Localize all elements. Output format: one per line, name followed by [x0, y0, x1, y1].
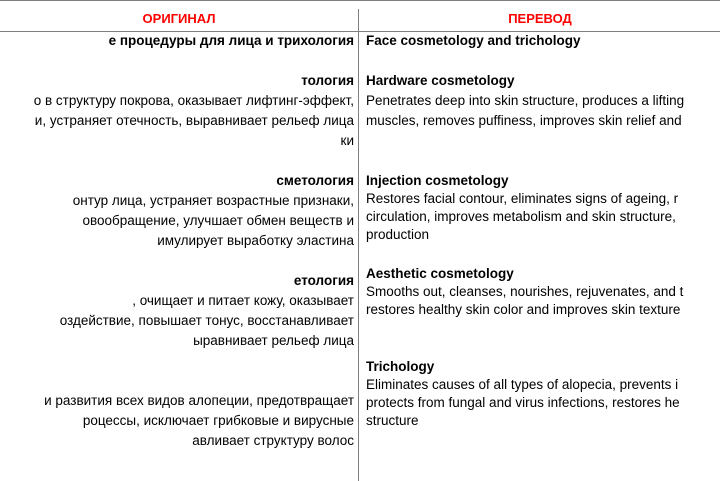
translation-s1-line-2: muscles, removes puffiness, improves skin relief and [366, 113, 682, 128]
original-s1-line-2: и, устраняет отечность, выравнивает рельеф лица [34, 113, 354, 128]
translation-s4-line-2: protects from fungal and virus infections, restores he [366, 395, 680, 410]
original-s1-line-3: ки [340, 133, 354, 148]
original-s4-line-2: роцессы, исключает грибковые и вирусные [82, 413, 354, 428]
translation-column [366, 1, 720, 481]
column-divider [358, 9, 359, 481]
original-s4-line-3: авливает структуру волос [192, 433, 354, 448]
translation-s4-line-1: Eliminates causes of all types of alopecia, prevents i [366, 377, 679, 392]
original-s2-heading: сметология [276, 173, 354, 188]
translation-s2-heading: Injection cosmetology [366, 173, 509, 188]
original-s2-line-2: овообращение, улучшает обмен веществ и [82, 213, 354, 228]
original-s3-line-3: ыравнивает рельеф лица [193, 333, 354, 348]
original-s3-line-1: , очищает и питает кожу, оказывает [132, 293, 354, 308]
original-s2-line-3: имулирует выработку эластина [157, 233, 354, 248]
translation-s3-line-2: restores healthy skin color and improves skin texture [366, 302, 681, 317]
translation-s3-line-1: Smooths out, cleanses, nourishes, rejuvenates, and t [366, 284, 684, 299]
original-s3-heading: етология [293, 273, 354, 288]
translation-title: Face cosmetology and trichology [366, 33, 581, 48]
header-original: ОРИГИНАЛ [142, 11, 216, 26]
translation-s1-heading: Hardware cosmetology [366, 73, 515, 88]
translation-s3-heading: Aesthetic cosmetology [366, 266, 514, 281]
original-s1-heading: тология [301, 73, 354, 88]
original-s3-line-2: оздействие, повышает тонус, восстанавливает [59, 313, 354, 328]
translation-s2-line-2: circulation, improves metabolism and skin structure, [366, 209, 676, 224]
translation-s2-line-1: Restores facial contour, eliminates signs of ageing, r [366, 191, 679, 206]
original-column [0, 1, 357, 481]
translation-s2-line-3: production [366, 227, 430, 242]
translation-s4-line-3: structure [366, 413, 419, 428]
translation-s1-line-1: Penetrates deep into skin structure, produces a lifting [366, 93, 685, 108]
original-title: е процедуры для лица и трихология [108, 33, 354, 48]
translation-s4-heading: Trichology [366, 359, 435, 374]
original-s4-line-1: и развития всех видов алопеции, предотвращает [44, 393, 354, 408]
header-translation: ПЕРЕВОД [508, 11, 572, 26]
original-s2-line-1: онтур лица, устраняет возрастные признаки, [72, 193, 354, 208]
original-s1-line-1: о в структуру покрова, оказывает лифтинг-эффект, [33, 93, 354, 108]
